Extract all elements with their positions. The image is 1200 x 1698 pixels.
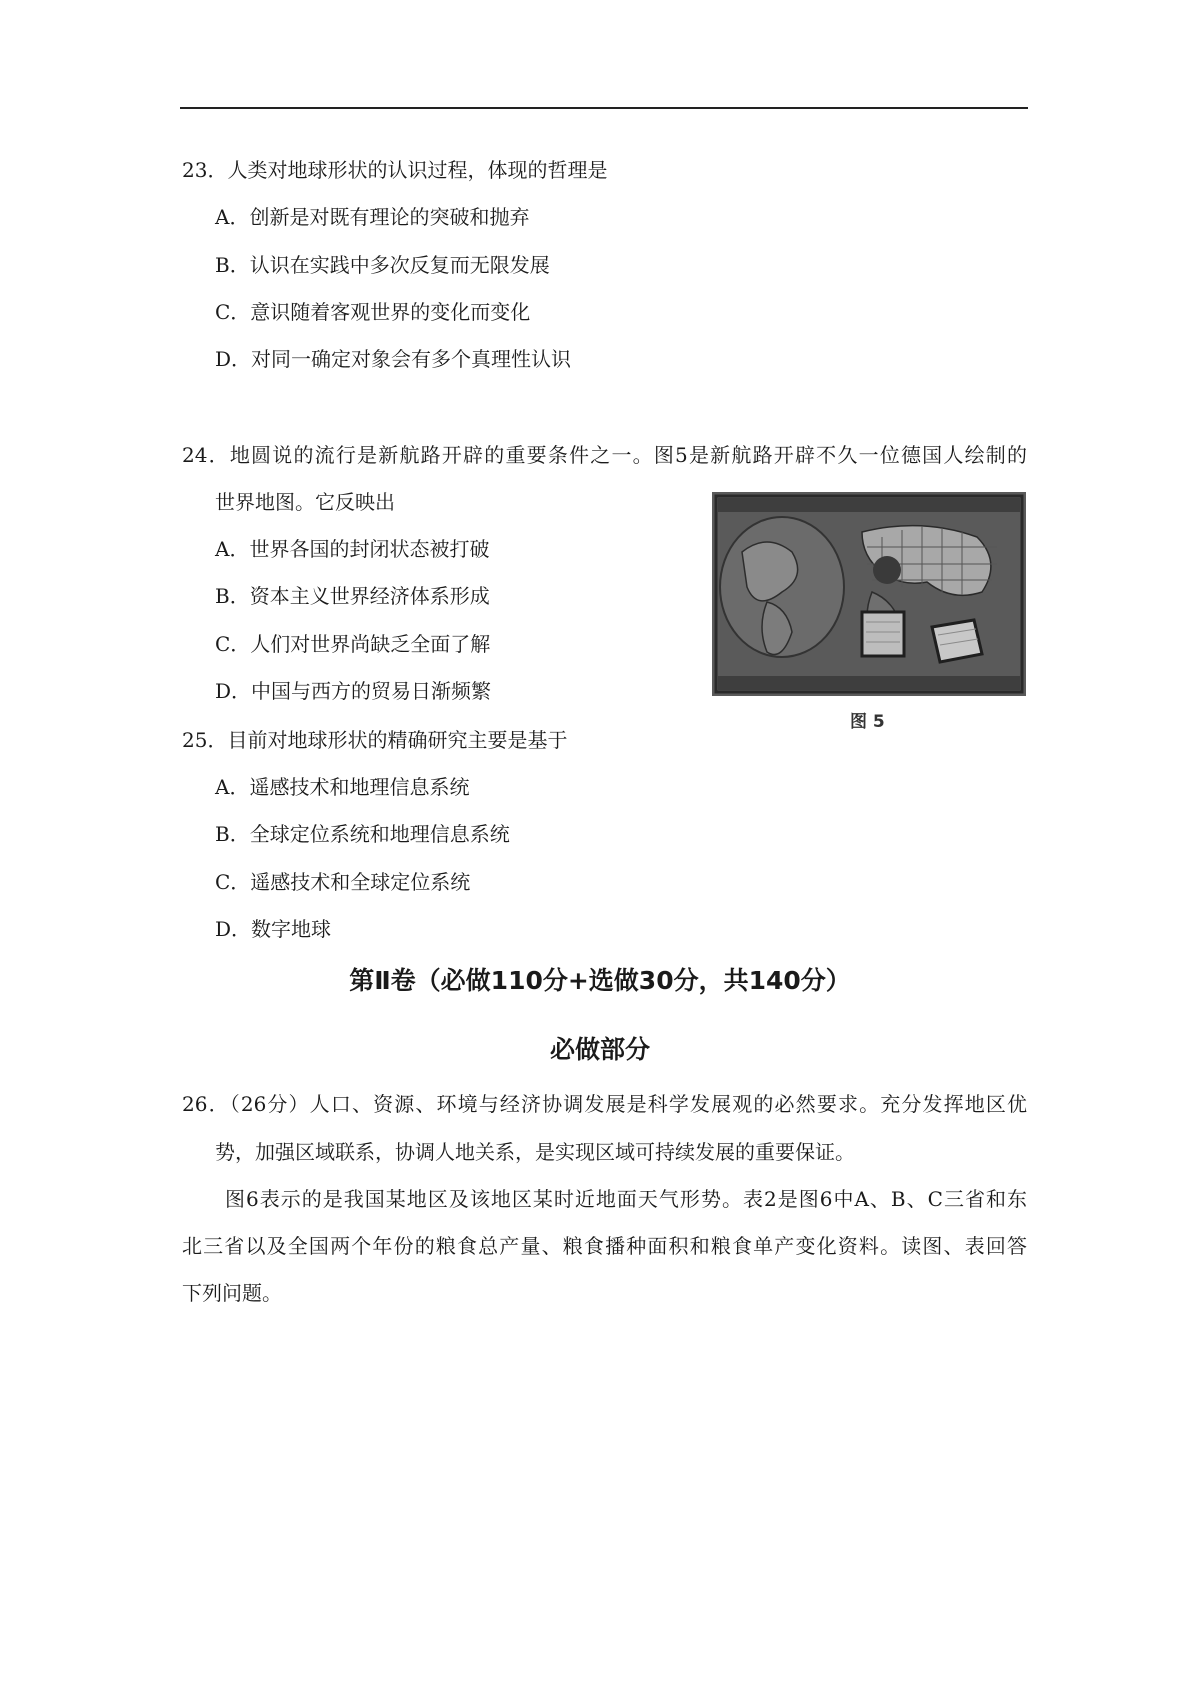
q25-option-b: B．全球定位系统和地理信息系统 [215,822,510,846]
q26-stem-line1: 26．（26分）人口、资源、环境与经济协调发展是科学发展观的必然要求。充分发挥地区优 [182,1092,1027,1116]
q26-para-line1: 图6表示的是我国某地区及该地区某时近地面天气形势。表2是图6中A、B、C三省和东 [225,1187,1027,1211]
q26-stem-line2: 势，加强区域联系，协调人地关系，是实现区域可持续发展的重要保证。 [215,1140,855,1164]
q26-para-line2: 北三省以及全国两个年份的粮食总产量、粮食播种面积和粮食单产变化资料。读图、表回答 [182,1234,1027,1258]
world-map-image [712,492,1026,696]
q24-option-a: A．世界各国的封闭状态被打破 [215,537,490,561]
q23-stem: 23．人类对地球形状的认识过程，体现的哲理是 [182,158,608,182]
section-subtitle: 必做部分 [549,1035,650,1064]
q23-option-b: B．认识在实践中多次反复而无限发展 [215,253,550,277]
q24-stem-line1: 24．地圆说的流行是新航路开辟的重要条件之一。图5是新航路开辟不久一位德国人绘制的 [182,443,1027,467]
q24-option-b: B．资本主义世界经济体系形成 [215,584,490,608]
q25-option-c: C．遥感技术和全球定位系统 [215,870,471,894]
world-map-figure [712,492,1026,696]
q26-para-line3: 下列问题。 [182,1281,282,1305]
figure-5-caption: 图 5 [850,712,885,732]
q24-option-c: C．人们对世界尚缺乏全面了解 [215,632,491,656]
q23-option-c: C．意识随着客观世界的变化而变化 [215,300,531,324]
q24-option-d: D．中国与西方的贸易日渐频繁 [215,679,492,703]
q23-option-a: A．创新是对既有理论的突破和抛弃 [215,205,530,229]
q23-option-d: D．对同一确定对象会有多个真理性认识 [215,347,572,371]
q25-option-a: A．遥感技术和地理信息系统 [215,775,470,799]
q24-stem-line2: 世界地图。它反映出 [215,490,395,514]
section-title: 第Ⅱ卷（必做110分+选做30分，共140分） [349,966,851,995]
q25-option-d: D．数字地球 [215,917,332,941]
header-rule [180,107,1028,109]
q25-stem: 25．目前对地球形状的精确研究主要是基于 [182,728,568,752]
